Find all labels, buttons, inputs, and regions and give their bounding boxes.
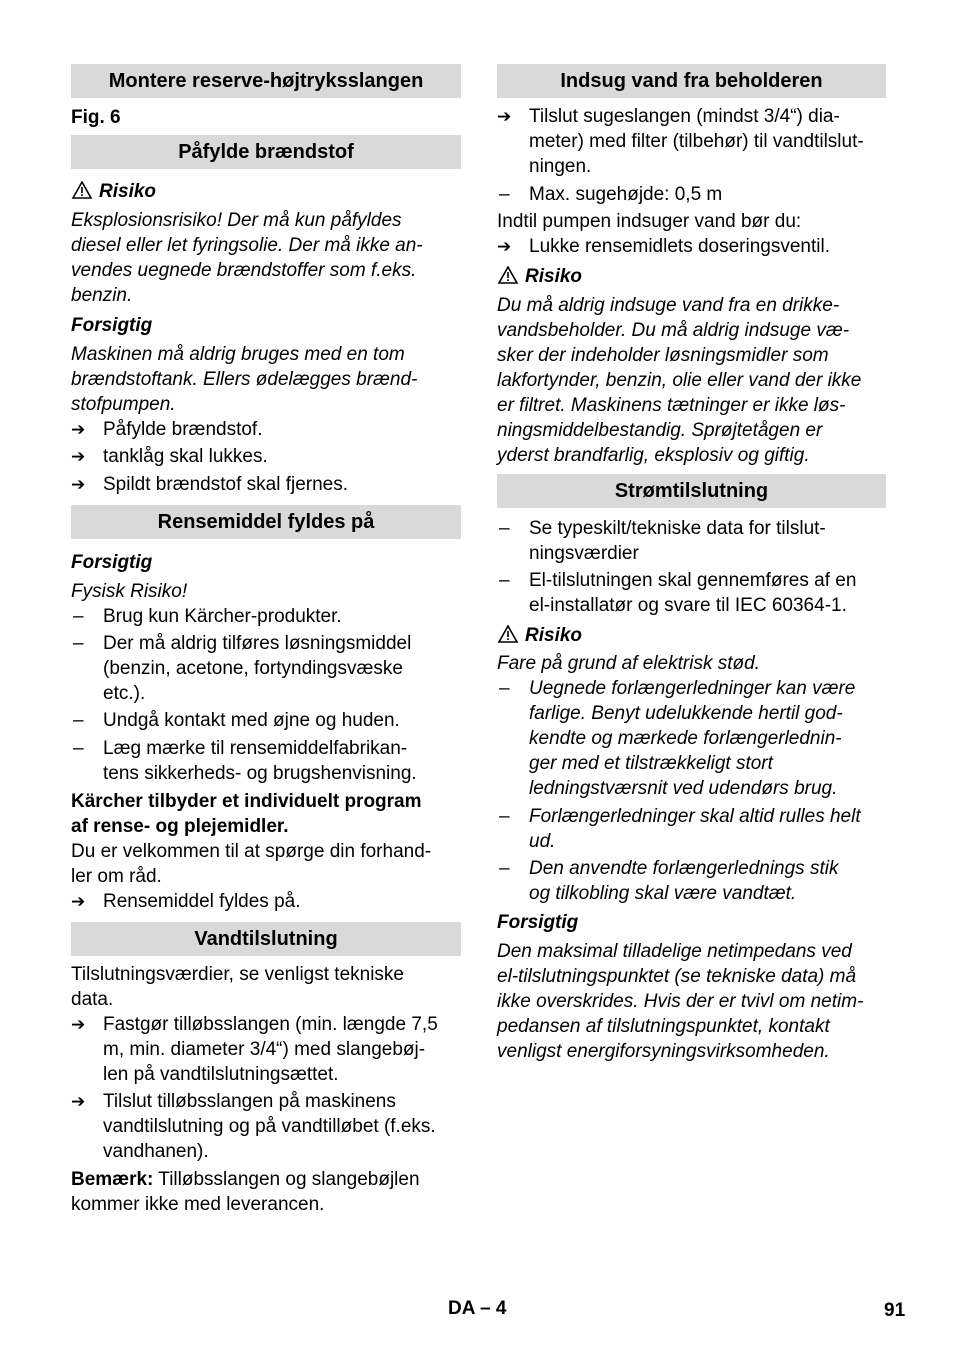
step-item: ➔ Tilslut tilløbsslangen på maskinens vandtilslutning og på vandtilløbet (f.eks. vandhanen). (71, 1091, 436, 1162)
left-column (71, 64, 461, 1217)
arrow-bullet-icon: ➔ (497, 107, 512, 126)
caution-text: Den maksimal tilladelige netimpedans ved el-tilslutningspunktet (se tekniske data) må ikke overskrides. Hvis der er tvivl om netim- pedansen af tilslutningspunktet, kontakt venligst energiforsyningsvirksomheden. (497, 941, 864, 1062)
dash-item: – Forlængerledninger skal altid rulles helt ud. (499, 806, 861, 852)
step-item: ➔ Tilslut sugeslangen (mindst 3/4“) dia- meter) med filter (tilbehør) til vandtilslut- ningen. (497, 106, 864, 177)
water-text: Tilslutningsværdier, se venligst tekniske data. (71, 964, 404, 1010)
warning-text: Du må aldrig indsuge vand fra en drikke- vandsbeholder. Du må aldrig indsuge væ- sker der indeholder løsningsmidler som lakfortynder, benzin, olie eller vand der ikke er filtret. Maskinens tætninger er ikke løs- ningsmiddelbestandig. Sprøjtetågen er yderst brandfarlig, eksplosiv og giftig. (497, 295, 862, 466)
bold-note: Kärcher tilbyder et individuelt program af rense- og plejemidler. (71, 791, 422, 837)
section-heading: Påfylde brændstof (71, 135, 461, 169)
language-page-label: DA – 4 (448, 1298, 507, 1319)
caution-text: Maskinen må aldrig bruges med en tom brændstoftank. Ellers ødelægges brænd- stofpumpen. (71, 344, 418, 415)
dash-item: – Max. sugehøjde: 0,5 m (499, 184, 723, 205)
warning-triangle-icon (497, 625, 519, 643)
arrow-bullet-icon: ➔ (71, 447, 86, 466)
dash-item: – Brug kun Kärcher-produkter. (73, 606, 342, 627)
warning-subtitle: Fare på grund af elektrisk stød. (497, 653, 760, 674)
dash-item: – El-tilslutningen skal gennemføres af en el-installatør og svare til IEC 60364-1. (499, 570, 857, 616)
warning-title: Risiko (497, 264, 886, 289)
warning-triangle-icon (497, 266, 519, 284)
section-heading: Strømtilslutning (497, 474, 886, 508)
remark: Bemærk: Tilløbsslangen og slangebøjlen kommer ikke med leverancen. (71, 1169, 420, 1215)
section-heading: Montere reserve-højtryksslangen (71, 64, 461, 98)
dash-item: – Den anvendte forlængerlednings stik og tilkobling skal være vandtæt. (499, 858, 839, 904)
warning-title: Risiko (497, 623, 886, 648)
section-heading: Rensemiddel fyldes på (71, 505, 461, 539)
caution-subtitle: Fysisk Risiko! (71, 581, 188, 602)
arrow-bullet-icon: ➔ (71, 892, 86, 911)
remark-label: Bemærk: (71, 1169, 154, 1190)
dash-item: – Læg mærke til rensemiddelfabrikan- tens sikkerheds- og brugshenvisning. (73, 738, 417, 784)
dash-item: – Se typeskilt/tekniske data for tilslut- ningsværdier (499, 518, 826, 564)
dash-item: – Der må aldrig tilføres løsningsmiddel (benzin, acetone, fortyndingsvæske etc.). (73, 633, 412, 704)
dash-item: – Uegnede forlængerledninger kan være farlige. Benyt udelukkende hertil god- kendte og mærkede forlængerlednin- ger med et tilstrækkeligt stort ledningstværsnit ved udendørs brug. (499, 678, 856, 799)
caution-title: Forsigtig (71, 315, 153, 336)
arrow-bullet-icon: ➔ (71, 420, 86, 439)
arrow-bullet-icon: ➔ (71, 1092, 86, 1111)
note-text: Du er velkommen til at spørge din forhand- ler om råd. (71, 841, 432, 887)
warning-title: Risiko (71, 179, 461, 204)
caution-title: Forsigtig (71, 552, 153, 573)
step-item: ➔ Påfylde brændstof. (71, 419, 263, 440)
step-item: ➔ Lukke rensemidlets doseringsventil. (497, 236, 830, 257)
warning-text: Eksplosionsrisiko! Der må kun påfyldes diesel eller let fyringsolie. Der må ikke an- vendes uegnede brændstoffer som f.eks. benzin. (71, 210, 423, 306)
arrow-bullet-icon: ➔ (497, 237, 512, 256)
arrow-bullet-icon: ➔ (71, 1015, 86, 1034)
step-item: ➔ Rensemiddel fyldes på. (71, 891, 301, 912)
step-item: ➔ tanklåg skal lukkes. (71, 446, 268, 467)
body-text: Indtil pumpen indsuger vand bør du: (497, 211, 802, 232)
step-item: ➔ Fastgør tilløbsslangen (min. længde 7,5 m, min. diameter 3/4“) med slangebøj- len på vandtilslutningsættet. (71, 1014, 438, 1085)
right-column (497, 64, 886, 1064)
page-number: 91 (884, 1300, 906, 1321)
caution-title: Forsigtig (497, 912, 579, 933)
dash-item: – Undgå kontakt med øjne og huden. (73, 710, 400, 731)
figure-reference: Fig. 6 (71, 107, 121, 128)
arrow-bullet-icon: ➔ (71, 475, 86, 494)
warning-triangle-icon (71, 181, 93, 199)
section-heading: Vandtilslutning (71, 922, 461, 956)
step-item: ➔ Spildt brændstof skal fjernes. (71, 474, 349, 495)
section-heading: Indsug vand fra beholderen (497, 64, 886, 98)
